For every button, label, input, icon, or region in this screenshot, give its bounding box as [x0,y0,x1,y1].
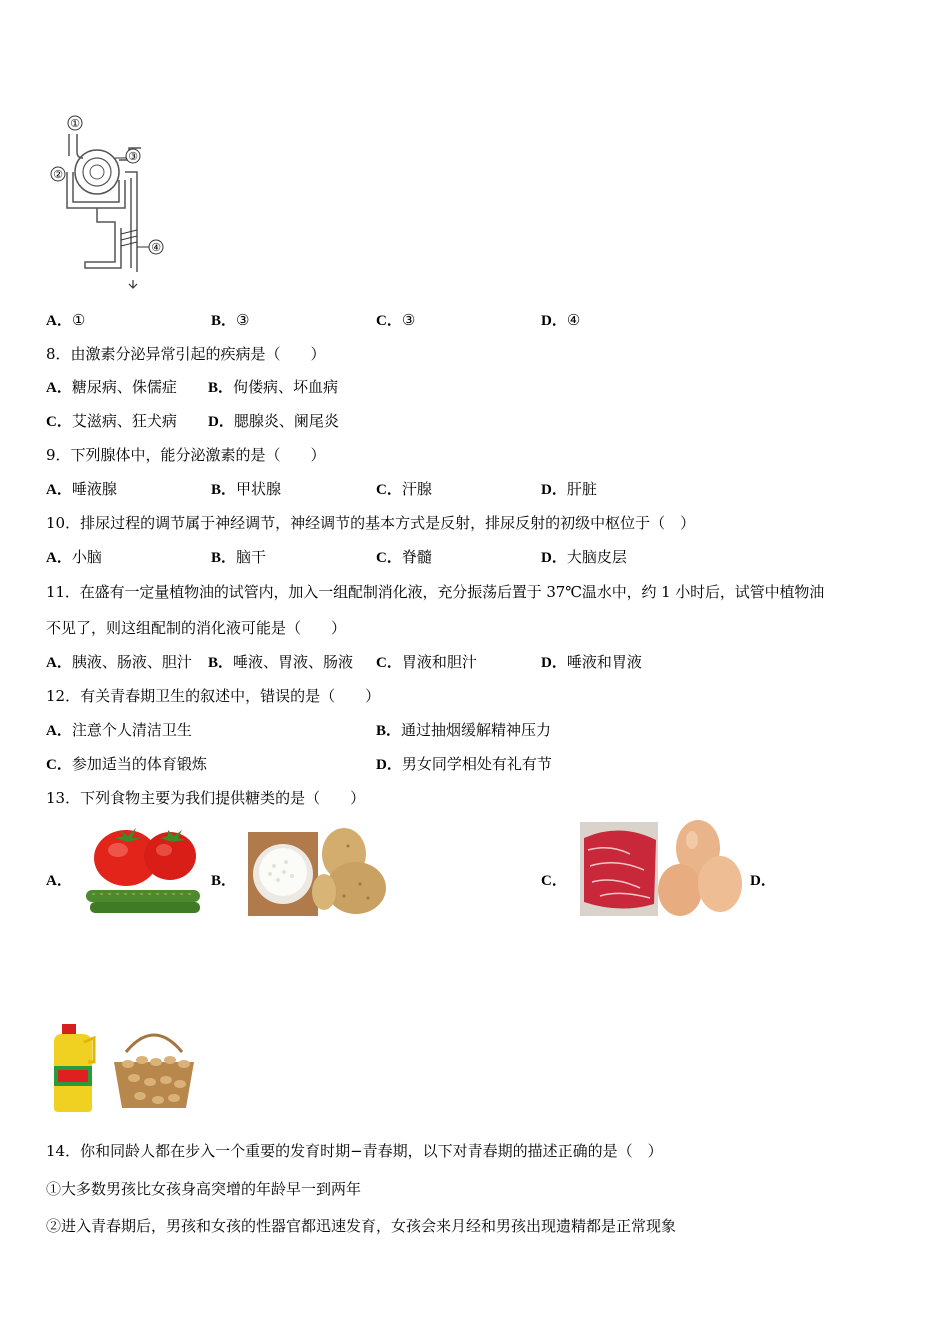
q10-option-a[interactable]: A．小脑 [46,548,102,566]
q13-stem: 13．下列食物主要为我们提供糖类的是（ ） [46,789,366,807]
q10-stem: 10．排尿过程的调节属于神经调节，神经调节的基本方式是反射，排尿反射的初级中枢位于（ ） [46,514,696,532]
q13-option-a-letter[interactable]: A． [46,873,72,889]
q14-stem: 14．你和同龄人都在步入一个重要的发育时期−青春期，以下对青春期的描述正确的是（ ） [46,1142,663,1160]
q7-option-a[interactable]: A．① [46,311,86,329]
q7-option-d[interactable]: D．④ [541,311,581,329]
q12-option-a[interactable]: A．注意个人清洁卫生 [46,721,192,739]
q8-option-d[interactable]: D．腮腺炎、阑尾炎 [208,412,339,430]
q9-option-c[interactable]: C．汗腺 [376,480,432,498]
q12-option-b[interactable]: B．通过抽烟缓解精神压力 [376,721,552,739]
oil-peanut-image [48,1022,198,1114]
q10-option-d[interactable]: D．大脑皮层 [541,548,627,566]
diagram-label-2: ② [53,168,63,181]
q10-option-c[interactable]: C．脊髓 [376,548,432,566]
q14-statement-1: ①大多数男孩比女孩身高突增的年龄早一到两年 [46,1180,362,1198]
q7-option-b[interactable]: B．③ [211,311,250,329]
q12-option-d[interactable]: D．男女同学相处有礼有节 [376,755,552,773]
rice-potato-image [248,826,392,916]
diagram-label-3: ③ [128,150,138,163]
q8-option-c[interactable]: C．艾滋病、狂犬病 [46,412,177,430]
q11-option-b[interactable]: B．唾液、胃液、肠液 [208,653,354,671]
q12-stem: 12．有关青春期卫生的叙述中，错误的是（ ） [46,687,381,705]
q11-option-a[interactable]: A．胰液、肠液、胆汁 [46,653,192,671]
q9-option-b[interactable]: B．甲状腺 [211,480,282,498]
q10-option-b[interactable]: B．脑干 [211,548,267,566]
q11-stem-line2: 不见了，则这组配制的消化液可能是（ ） [46,619,347,637]
diagram-label-4: ④ [151,241,161,254]
q13-option-c-letter[interactable]: C． [541,873,567,889]
tomato-cucumber-image [84,822,202,916]
q11-option-c[interactable]: C．胃液和胆汁 [376,653,477,671]
q8-option-b[interactable]: B．佝偻病、坏血病 [208,378,339,396]
q8-option-a[interactable]: A．糖尿病、侏儒症 [46,378,177,396]
q9-stem: 9．下列腺体中，能分泌激素的是（ ） [46,446,326,464]
q11-option-d[interactable]: D．唾液和胃液 [541,653,642,671]
q14-statement-2: ②进入青春期后，男孩和女孩的性器官都迅速发育，女孩会来月经和男孩出现遗精都是正常现象 [46,1217,677,1235]
q7-option-c[interactable]: C．③ [376,311,416,329]
q8-stem: 8．由激素分泌异常引起的疾病是（ ） [46,345,326,363]
diagram-label-1: ① [70,117,80,130]
q12-option-c[interactable]: C．参加适当的体育锻炼 [46,755,207,773]
q9-option-d[interactable]: D．肝脏 [541,480,597,498]
q11-stem-line1: 11．在盛有一定量植物油的试管内，加入一组配制消化液，充分振荡后置于 37℃温水中，约 1 小时后，试管中植物油 [46,583,825,601]
q13-option-d-letter[interactable]: D． [750,873,776,889]
q13-option-b-letter[interactable]: B． [211,873,237,889]
meat-egg-image [580,818,744,916]
q9-option-a[interactable]: A．唾液腺 [46,480,117,498]
nephron-diagram [45,112,175,292]
